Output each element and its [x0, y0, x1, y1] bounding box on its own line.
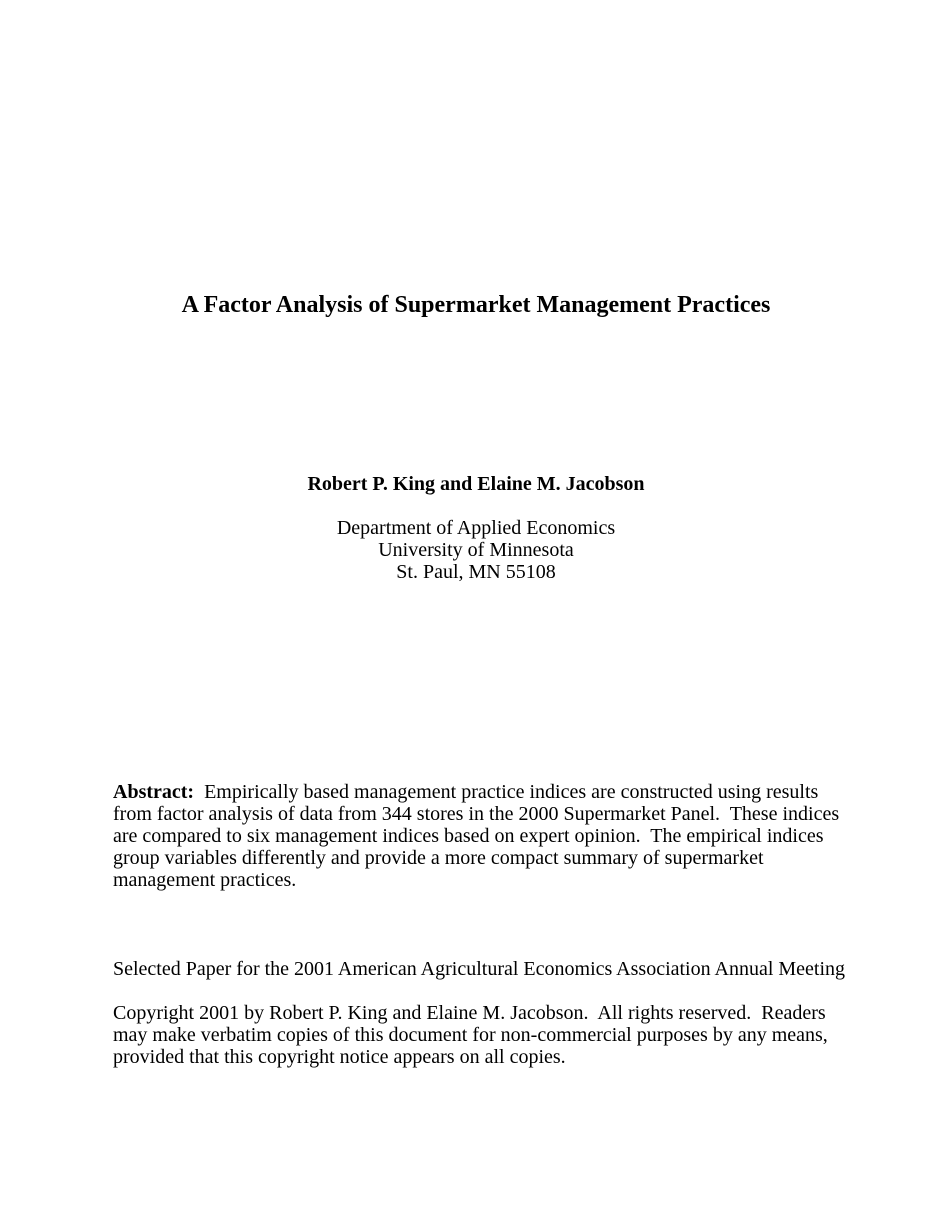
abstract-text: Empirically based management practice indices are constructed using results from factor analysis of data from 344 stores in the 2000 Supermarket Panel. These indices are compared to six management indices based on expert opinion. The empirical indices group variables differently and provide a more compact summary of supermarket management practices. [113, 781, 845, 891]
paper-authors: Robert P. King and Elaine M. Jacobson [307, 473, 645, 495]
affiliation-address: St. Paul, MN 55108 [396, 561, 556, 583]
paper-title: A Factor Analysis of Supermarket Management Practices [181, 292, 771, 318]
affiliation-department: Department of Applied Economics [336, 517, 616, 539]
copyright-notice: Copyright 2001 by Robert P. King and Elaine M. Jacobson. All rights reserved. Readers may make verbatim copies of this document for non-commercial purposes by any means, provided that this copyright notice appears on all copies. [113, 1002, 833, 1068]
affiliation-block [0, 517, 952, 583]
abstract-label: Abstract: [113, 781, 195, 803]
affiliation-university: University of Minnesota [378, 539, 574, 561]
selected-paper-note: Selected Paper for the 2001 American Agricultural Economics Association Annual Meeting [113, 958, 846, 980]
abstract-paragraph [113, 781, 845, 891]
